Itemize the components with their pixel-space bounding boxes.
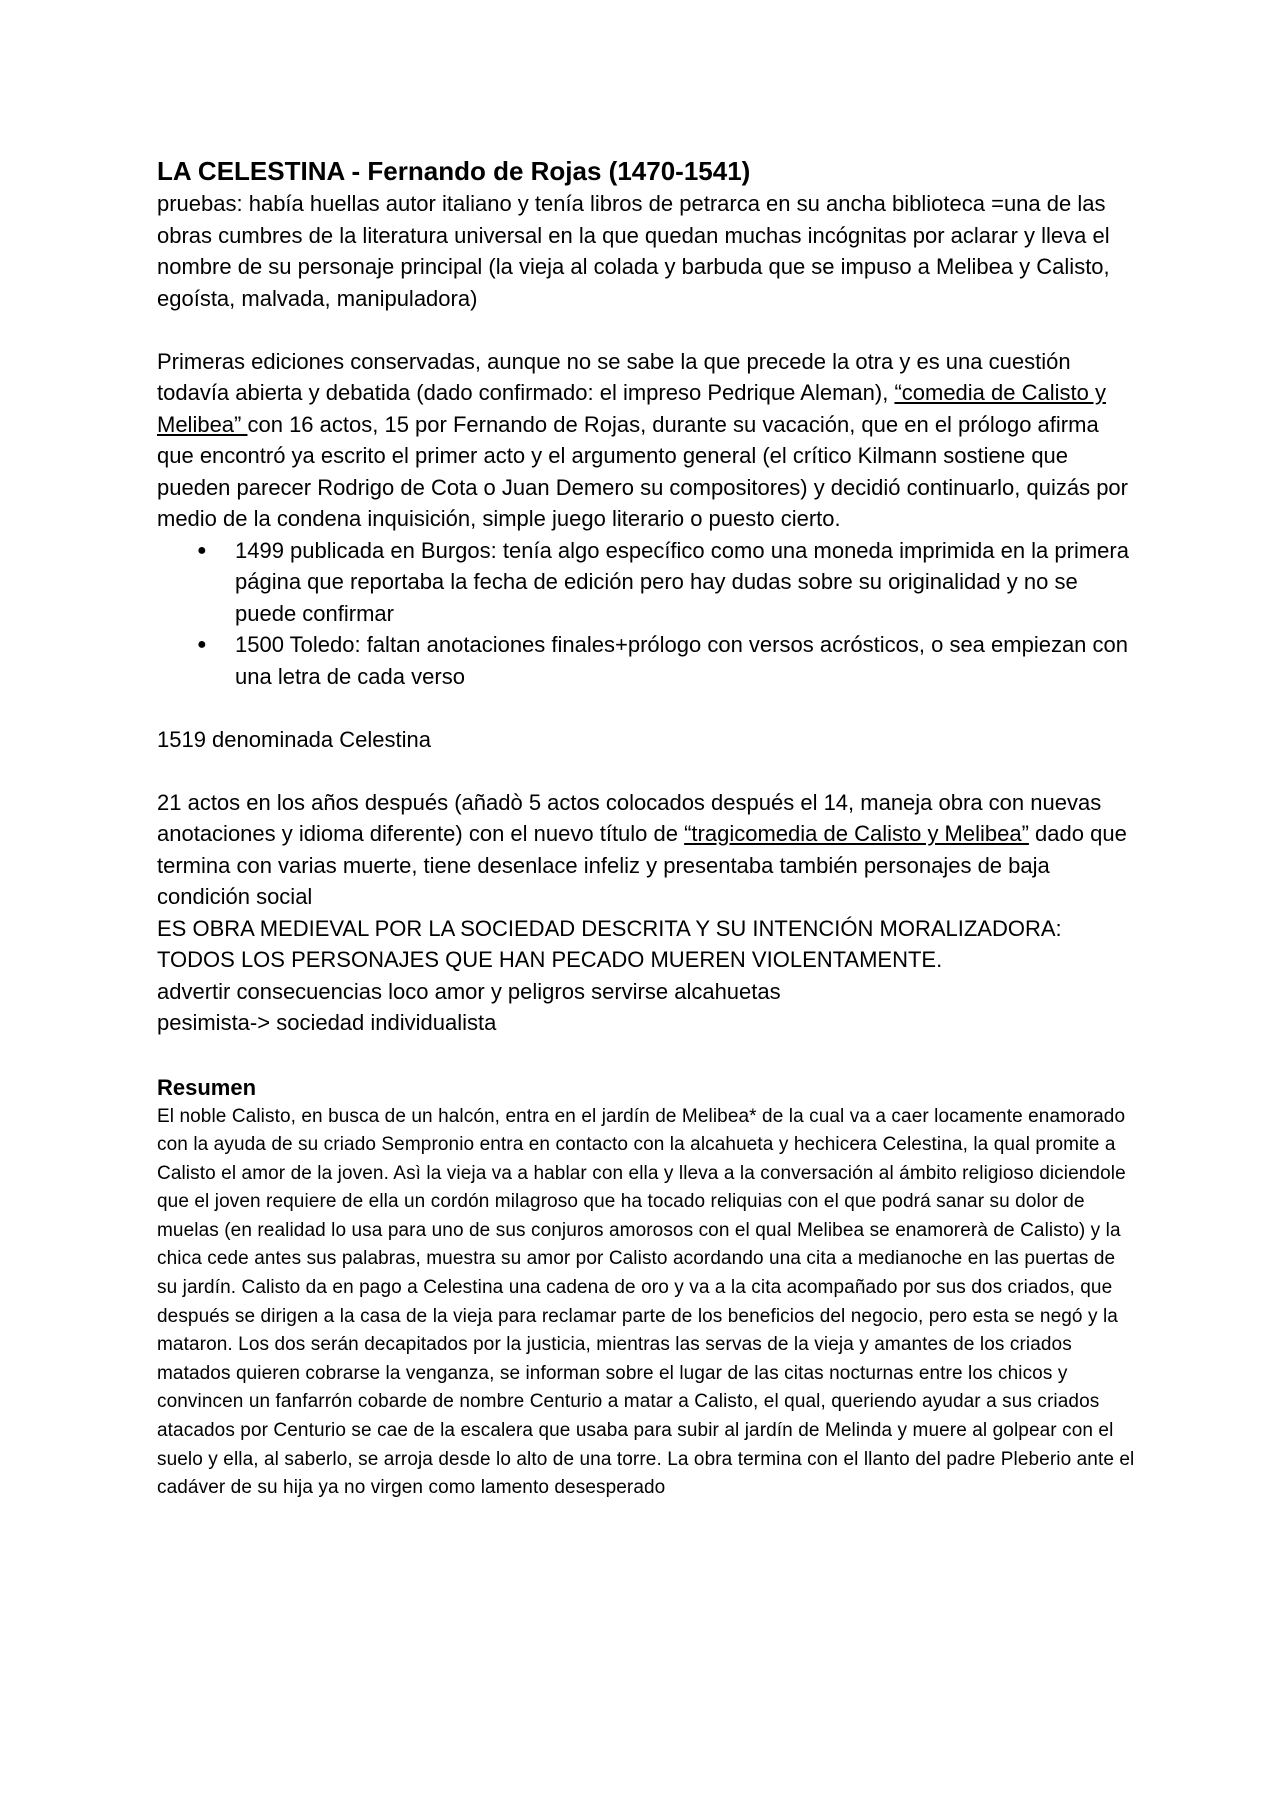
- acts21-text-before: 21 actos en los años después (añadò 5 actos colocados después el 14, maneja obra con nuevas anotaciones y idioma diferente) con el nuevo título de: [157, 789, 1102, 846]
- spacer: [157, 314, 1137, 346]
- celestina-1519-line: 1519 denominada Celestina: [157, 726, 431, 752]
- editions-list: [157, 535, 1137, 693]
- editions-text-before: Primeras ediciones conservadas, aunque no se sabe la que precede la otra y es una cuestión todavía abierta y debatida (dado confirmado: el impreso Pedrique Aleman),: [157, 348, 1071, 405]
- document-page: [157, 154, 1137, 1503]
- comedia-title-link: “comedia de Calisto y Melibea”: [157, 380, 1106, 437]
- medieval-statement: ES OBRA MEDIEVAL POR LA SOCIEDAD DESCRITA Y SU INTENCIÓN MORALIZADORA: TODOS LOS PERSONAJES QUE HAN PECADO MUEREN VIOLENTAMENTE.: [157, 915, 1062, 972]
- page-title: LA CELESTINA - Fernando de Rojas (1470-1541): [157, 156, 751, 186]
- list-item: [157, 535, 1137, 630]
- list-item-text: 1500 Toledo: faltan anotaciones finales+prólogo con versos acrósticos, o sea empiezan con una letra de cada verso: [235, 632, 1128, 689]
- tragicomedia-title-link: “tragicomedia de Calisto y Melibea”: [684, 821, 1029, 846]
- bullet-icon: ●: [197, 541, 207, 559]
- resumen-paragraph: El noble Calisto, en busca de un halcón, entra en el jardín de Melibea* de la cual va a caer locamente enamorado con la ayuda de su criado Sempronio entra en contacto con la alcahueta y hechicera Celestina, la qual promite a Calisto el amor de la joven. Asì la vieja va a hablar con ella y lleva a la conversación al ámbito religioso diciendole que el joven requiere de ella un cordón milagroso que ha tocado reliquias con el que podrá sanar su dolor de muelas (en realidad lo usa para uno de sus conjuros amorosos con el qual Melibea se enamorerà de Calisto) y la chica cede antes sus palabras, muestra su amor por Calisto acordando una cita a medianoche en las puertas de su jardín. Calisto da en pago a Celestina una cadena de oro y va a la cita acompañado por sus dos criados, que después se dirigen a la casa de la vieja para reclamar parte de los beneficios del negocio, pero esta se negó y la mataron. Los dos serán decapitados por la justicia, mientras las servas de la vieja y amantes de los criados matados quieren cobrarse la venganza, se informan sobre el lugar de las citas nocturnas entre los chicos y convincen un fanfarrón cobarde de nombre Centurio a matar a Calisto, el qual, queriendo ayudar a sus criados atacados por Centurio se cae de la escalera que usaba para subir al jardín de Melinda y muere al golpear con el suelo y ella, al saberlo, se arroja desde lo alto de una torre. La obra termina con el llanto del padre Pleberio ante el cadáver de su hija ya no virgen como lamento desesperado: [157, 1105, 1135, 1499]
- editions-text-after: con 16 actos, 15 por Fernando de Rojas, durante su vacación, que en el prólogo afirma que encontró ya escrito el primer acto y el argumento general (el crítico Kilmann sostiene que pueden parecer Rodrigo de Cota o Juan Demero su compositores) y decidió continuarlo, quizás por medio de la condena inquisición, simple juego literario o puesto cierto.: [157, 411, 1128, 531]
- list-item-text: 1499 publicada en Burgos: tenía algo específico como una moneda imprimida en la primera página que reportaba la fecha de edición pero hay dudas sobre su originalidad y no se puede confirmar: [235, 537, 1129, 626]
- spacer: [157, 692, 1137, 724]
- spacer: [157, 755, 1137, 787]
- pesimista-line: pesimista-> sociedad individualista: [157, 1010, 497, 1035]
- bullet-icon: ●: [197, 636, 207, 653]
- list-item: [157, 629, 1137, 692]
- acts21-paragraph: [157, 787, 1137, 913]
- advertir-line: advertir consecuencias loco amor y peligros servirse alcahuetas: [157, 978, 781, 1004]
- spacer: [157, 1039, 1137, 1073]
- intro-paragraph: pruebas: había huellas autor italiano y tenía libros de petrarca en su ancha biblioteca =una de las obras cumbres de la literatura universal en la que quedan muchas incógnitas por aclarar y lleva el nombre de su personaje principal (la vieja al colada y barbuda que se impuso a Melibea y Calisto, egoísta, malvada, manipuladora): [157, 191, 1110, 311]
- resumen-heading: Resumen: [157, 1074, 257, 1100]
- editions-paragraph: [157, 346, 1137, 535]
- acts21-text-after: dado que termina con varias muerte, tiene desenlace infeliz y presentaba también personajes de baja condición social: [157, 821, 1127, 909]
